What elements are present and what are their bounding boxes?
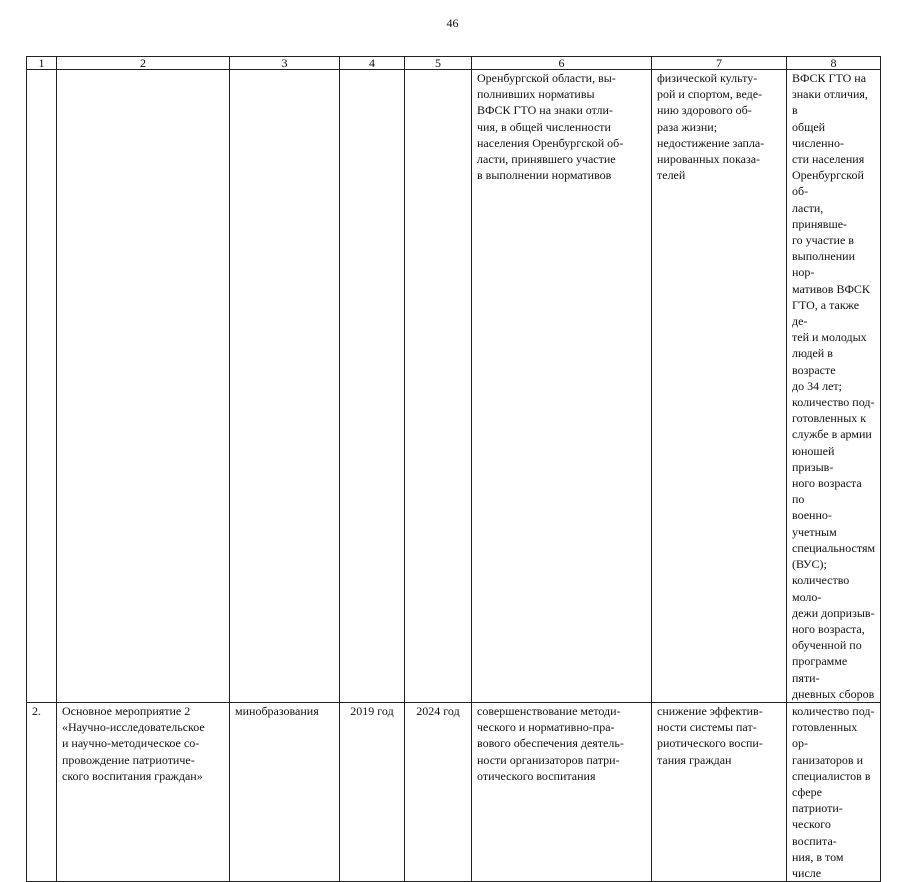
cell-end-year — [405, 70, 472, 703]
cell-executor: минобразования — [230, 702, 340, 881]
cell-indicators: количество под- готовленных ор- ганизаторов и специалистов в сфере патриоти- ческого воспита- ния, в том числе — [787, 702, 881, 881]
cell-start-year — [340, 70, 405, 703]
header-row — [27, 57, 881, 70]
cell-consequences: физической культу- рой и спортом, веде- нию здорового об- раза жизни; недостижение запла- нированных показа- телей — [652, 70, 787, 703]
cell-executor — [230, 70, 340, 703]
col-header-2: 2 — [57, 57, 230, 70]
table-row — [27, 702, 881, 881]
cell-indicators: ВФСК ГТО на знаки отличия, в общей численно- сти населения Оренбургской об- ласти, принявше- го участие в выполнении нор- мативов ВФСК ГТО, а также де- тей и молодых людей в возрасте до 34 лет; количество под- готовленных к службе в армии юношей призыв- ного возраста по военно-учетным специальностям (ВУС); количество моло- дежи допризыв- ного возраста, обученной по программе пяти- дневных сборов — [787, 70, 881, 703]
col-header-5: 5 — [405, 57, 472, 70]
cell-number — [27, 70, 57, 703]
col-header-7: 7 — [652, 57, 787, 70]
cell-measure-name: Основное мероприятие 2 «Научно-исследовательское и научно-методическое со- провождение патриотиче- ского воспитания граждан» — [57, 702, 230, 881]
measures-table — [26, 56, 881, 882]
cell-consequences: снижение эффектив- ности системы пат- риотического воспи- тания граждан — [652, 702, 787, 881]
cell-measure-name — [57, 70, 230, 703]
cell-expected-result: совершенствование методи- ческого и нормативно-пра- вового обеспечения деятель- ности организаторов патри- отического воспитания — [472, 702, 652, 881]
col-header-6: 6 — [472, 57, 652, 70]
col-header-3: 3 — [230, 57, 340, 70]
page-number: 46 — [446, 16, 459, 30]
table-row — [27, 70, 881, 703]
col-header-4: 4 — [340, 57, 405, 70]
col-header-1: 1 — [27, 57, 57, 70]
cell-expected-result: Оренбургской области, вы- полнивших нормативы ВФСК ГТО на знаки отли- чия, в общей численности населения Оренбургской об- ласти, принявшего участие в выполнении нормативов — [472, 70, 652, 703]
cell-start-year: 2019 год — [340, 702, 405, 881]
cell-number: 2. — [27, 702, 57, 881]
cell-end-year: 2024 год — [405, 702, 472, 881]
col-header-8: 8 — [787, 57, 881, 70]
